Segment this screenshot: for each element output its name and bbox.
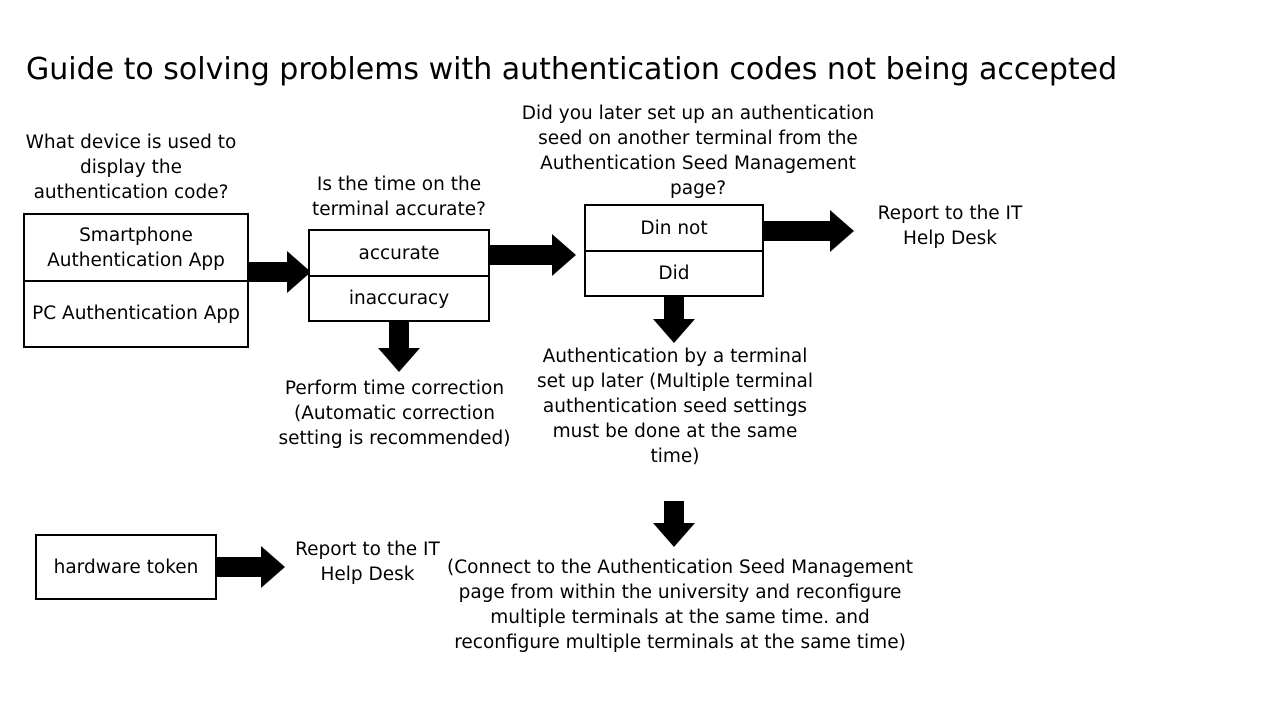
device-options-box (23, 213, 249, 348)
caption-time-question: Is the time on the terminal accurate? (312, 174, 486, 220)
caption-seed-question: Did you later set up an authentication seed on another terminal from the Authentication Seed Management page? (521, 103, 875, 199)
page-title: Guide to solving problems with authentication codes not being accepted (26, 52, 1118, 87)
caption-report-help-desk-top: Report to the IT Help Desk (877, 203, 1023, 249)
seed-option-did[interactable]: Did (586, 250, 762, 294)
caption-later-terminal-note: Authentication by a terminal set up later (Multiple terminal authentication seed settings must be done at the same time) (537, 346, 813, 467)
arrow-seed-to-note (653, 297, 695, 343)
caption-time-correction: Perform time correction (Automatic correction setting is recommended) (278, 378, 511, 449)
time-option-accurate[interactable]: accurate (358, 242, 440, 264)
caption-device-question: What device is used to display the authentication code? (25, 132, 237, 203)
caption-reconfigure-note: (Connect to the Authentication Seed Management page from within the university and reconfigure multiple terminals at the same time. and reconfigure multiple terminals at the same time) (447, 557, 913, 653)
hardware-token-option[interactable]: hardware token (53, 556, 199, 578)
time-options-box (308, 229, 490, 322)
arrow-time-to-seed (490, 234, 576, 276)
hardware-token-box (35, 534, 217, 600)
seed-options-box (584, 204, 764, 297)
arrow-seed-to-report (764, 210, 856, 252)
arrow-note-to-reconfigure (653, 501, 695, 547)
arrow-time-to-correction (378, 322, 420, 372)
device-option-pc[interactable]: PC Authentication App (25, 280, 247, 345)
device-option-smartphone[interactable]: Smartphone Authentication App (47, 224, 225, 271)
caption-report-help-desk-bottom: Report to the IT Help Desk (295, 539, 440, 585)
arrow-device-to-time (249, 251, 311, 293)
time-option-inaccuracy[interactable]: inaccuracy (310, 275, 488, 319)
seed-option-did-not[interactable]: Din not (640, 217, 708, 239)
